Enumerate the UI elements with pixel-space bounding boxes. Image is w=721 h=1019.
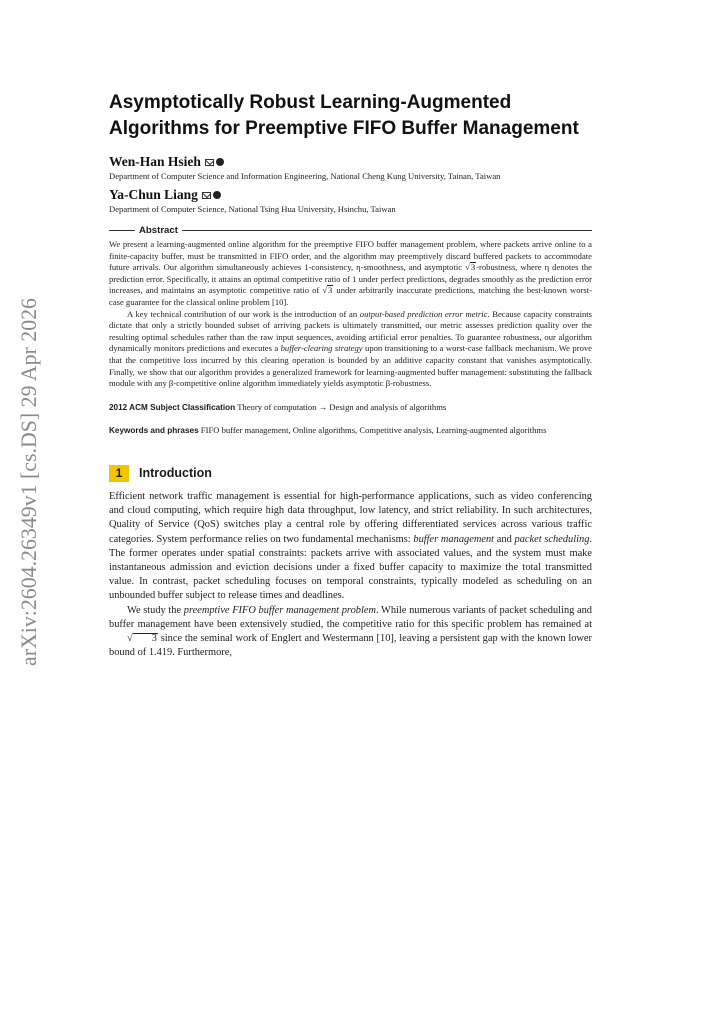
sqrt-symbol: √	[322, 285, 328, 296]
author-name	[109, 187, 592, 203]
keywords-text: FIFO buffer management, Online algorithms, Competitive analysis, Learning-augmented algorithms	[200, 425, 547, 436]
section-heading	[109, 465, 592, 482]
keywords-label: Keywords and phrases	[109, 426, 199, 436]
section-title: Introduction	[139, 466, 212, 481]
sqrt-radicand: 3	[470, 262, 476, 273]
acm-classification	[109, 402, 592, 414]
abstract-text: upon transitioning to a worst-case fallback mechanism. We prove that the competitive loss incurred by this clearing operation is bounded by an additive capacity constant that vanishes asymptotically. Finally, we show that our algorithm provides a generalized framework for learning-augmented buffer management: substituting the fallback module with any β-competitive online algorithm immediately yields asymptotic β-robustness.	[109, 343, 592, 389]
emphasis-text: output-based prediction error metric	[359, 308, 488, 319]
body-text: and	[494, 533, 515, 545]
paper-title: Asymptotically Robust Learning-Augmented Algorithms for Preemptive FIFO Buffer Management	[109, 92, 579, 139]
sqrt-symbol: √	[465, 262, 470, 273]
sqrt-symbol: √	[127, 632, 133, 644]
keywords	[109, 425, 592, 437]
sqrt-radicand: 3	[133, 633, 158, 644]
abstract-text: . Because capacity constraints dictate that only a strictly bounded subset of arriving packets is ultimately transmitted, our metric assesses prediction quality over the resulting optimal schedules rather than the raw input sequences, avoiding artificial error penalties. To guarantee robustness, our algorithm dynamically monitors predictions and executes a	[109, 308, 592, 354]
section-number: 1	[109, 465, 129, 482]
abstract-label: Abstract	[139, 225, 178, 236]
author-block	[109, 187, 592, 215]
abstract-text: -robustness, where η denotes the prediction error. Specifically, it attains an optimal competitive ratio of 1 under perfect predictions, degrades smoothly as the prediction error increases, and maintains an asymptotic competitive ratio of	[109, 262, 592, 296]
orcid-icon[interactable]	[213, 191, 221, 199]
emphasis-text: packet scheduling	[514, 533, 590, 545]
paper-body	[109, 90, 592, 660]
author-name-text: Ya-Chun Liang	[109, 187, 198, 202]
emphasis-text: buffer-clearing strategy	[280, 343, 363, 354]
arxiv-identifier	[6, 296, 48, 666]
body-text: since the seminal work of Englert and Westermann [10], leaving a persistent gap with the known lower bound of 1.419. Furthermore,	[109, 632, 592, 659]
sqrt-expression	[465, 262, 476, 274]
mail-icon[interactable]	[205, 159, 214, 166]
body-paragraph	[109, 604, 592, 661]
emphasis-text: preemptive FIFO buffer management problem	[183, 604, 376, 616]
abstract-heading	[109, 225, 592, 236]
author-affiliation: Department of Computer Science and Information Engineering, National Cheng Kung University, Tainan, Taiwan	[109, 171, 501, 181]
acm-classification-label: 2012 ACM Subject Classification	[109, 402, 236, 412]
divider	[182, 230, 592, 231]
orcid-icon[interactable]	[216, 158, 224, 166]
emphasis-text: buffer management	[413, 533, 495, 545]
abstract-text: under arbitrarily inaccurate predictions, matching the best-known worst-case guarantee for the classical online problem [10].	[109, 285, 592, 307]
abstract-paragraph	[109, 239, 592, 309]
body-text: Efficient network traffic management is essential for high-performance applications, such as video conferencing and cloud computing, which require high data throughput, low latency, and strict reliability. In such architectures, Quality of Service (QoS) switches play a central role by offering differentiated services across various traffic categories. System performance relies on two fundamental mechanisms:	[109, 490, 592, 545]
body-text: . While numerous variants of packet scheduling and buffer management have been extensively studied, the competitive ratio for this specific problem has remained at	[109, 604, 592, 630]
author-name-text: Wen-Han Hsieh	[109, 154, 201, 169]
sqrt-expression	[109, 632, 158, 646]
author-affiliation: Department of Computer Science, National Tsing Hua University, Hsinchu, Taiwan	[109, 204, 396, 214]
body-text: We study the	[127, 604, 184, 616]
body-paragraph	[109, 490, 592, 604]
mail-icon[interactable]	[202, 192, 211, 199]
abstract-paragraph	[109, 309, 592, 390]
author-block	[109, 154, 592, 182]
author-name	[109, 154, 592, 170]
arxiv-identifier-text: arXiv:2604.26349v1 [cs.DS] 29 Apr 2026	[16, 296, 41, 666]
sqrt-radicand: 3	[328, 285, 333, 296]
acm-classification-text: Theory of computation → Design and analysis of algorithms	[237, 401, 447, 412]
body-text: . The former operates under spatial constraints: packets arrive with associated values, and the system must make instantaneous admission and eviction decisions under a fixed buffer capacity to maximize the total transmitted value. In contrast, packet scheduling focuses on temporal constraints, typically modeled as scheduling on an unbounded buffer subject to release times and deadlines.	[109, 533, 592, 602]
sqrt-expression	[322, 285, 333, 297]
abstract-text: We present a learning-augmented online algorithm for the preemptive FIFO buffer management problem, where packets arrive online to a finite-capacity buffer, must be transmitted in FIFO order, and the algorithm may preemptively discard buffered packets to accommodate future arrivals. Our algorithm simultaneously achieves 1-consistency, η-smoothness, and asymptotic	[109, 239, 592, 273]
abstract-text: A key technical contribution of our work is the introduction of an	[127, 308, 360, 319]
divider	[109, 230, 135, 231]
